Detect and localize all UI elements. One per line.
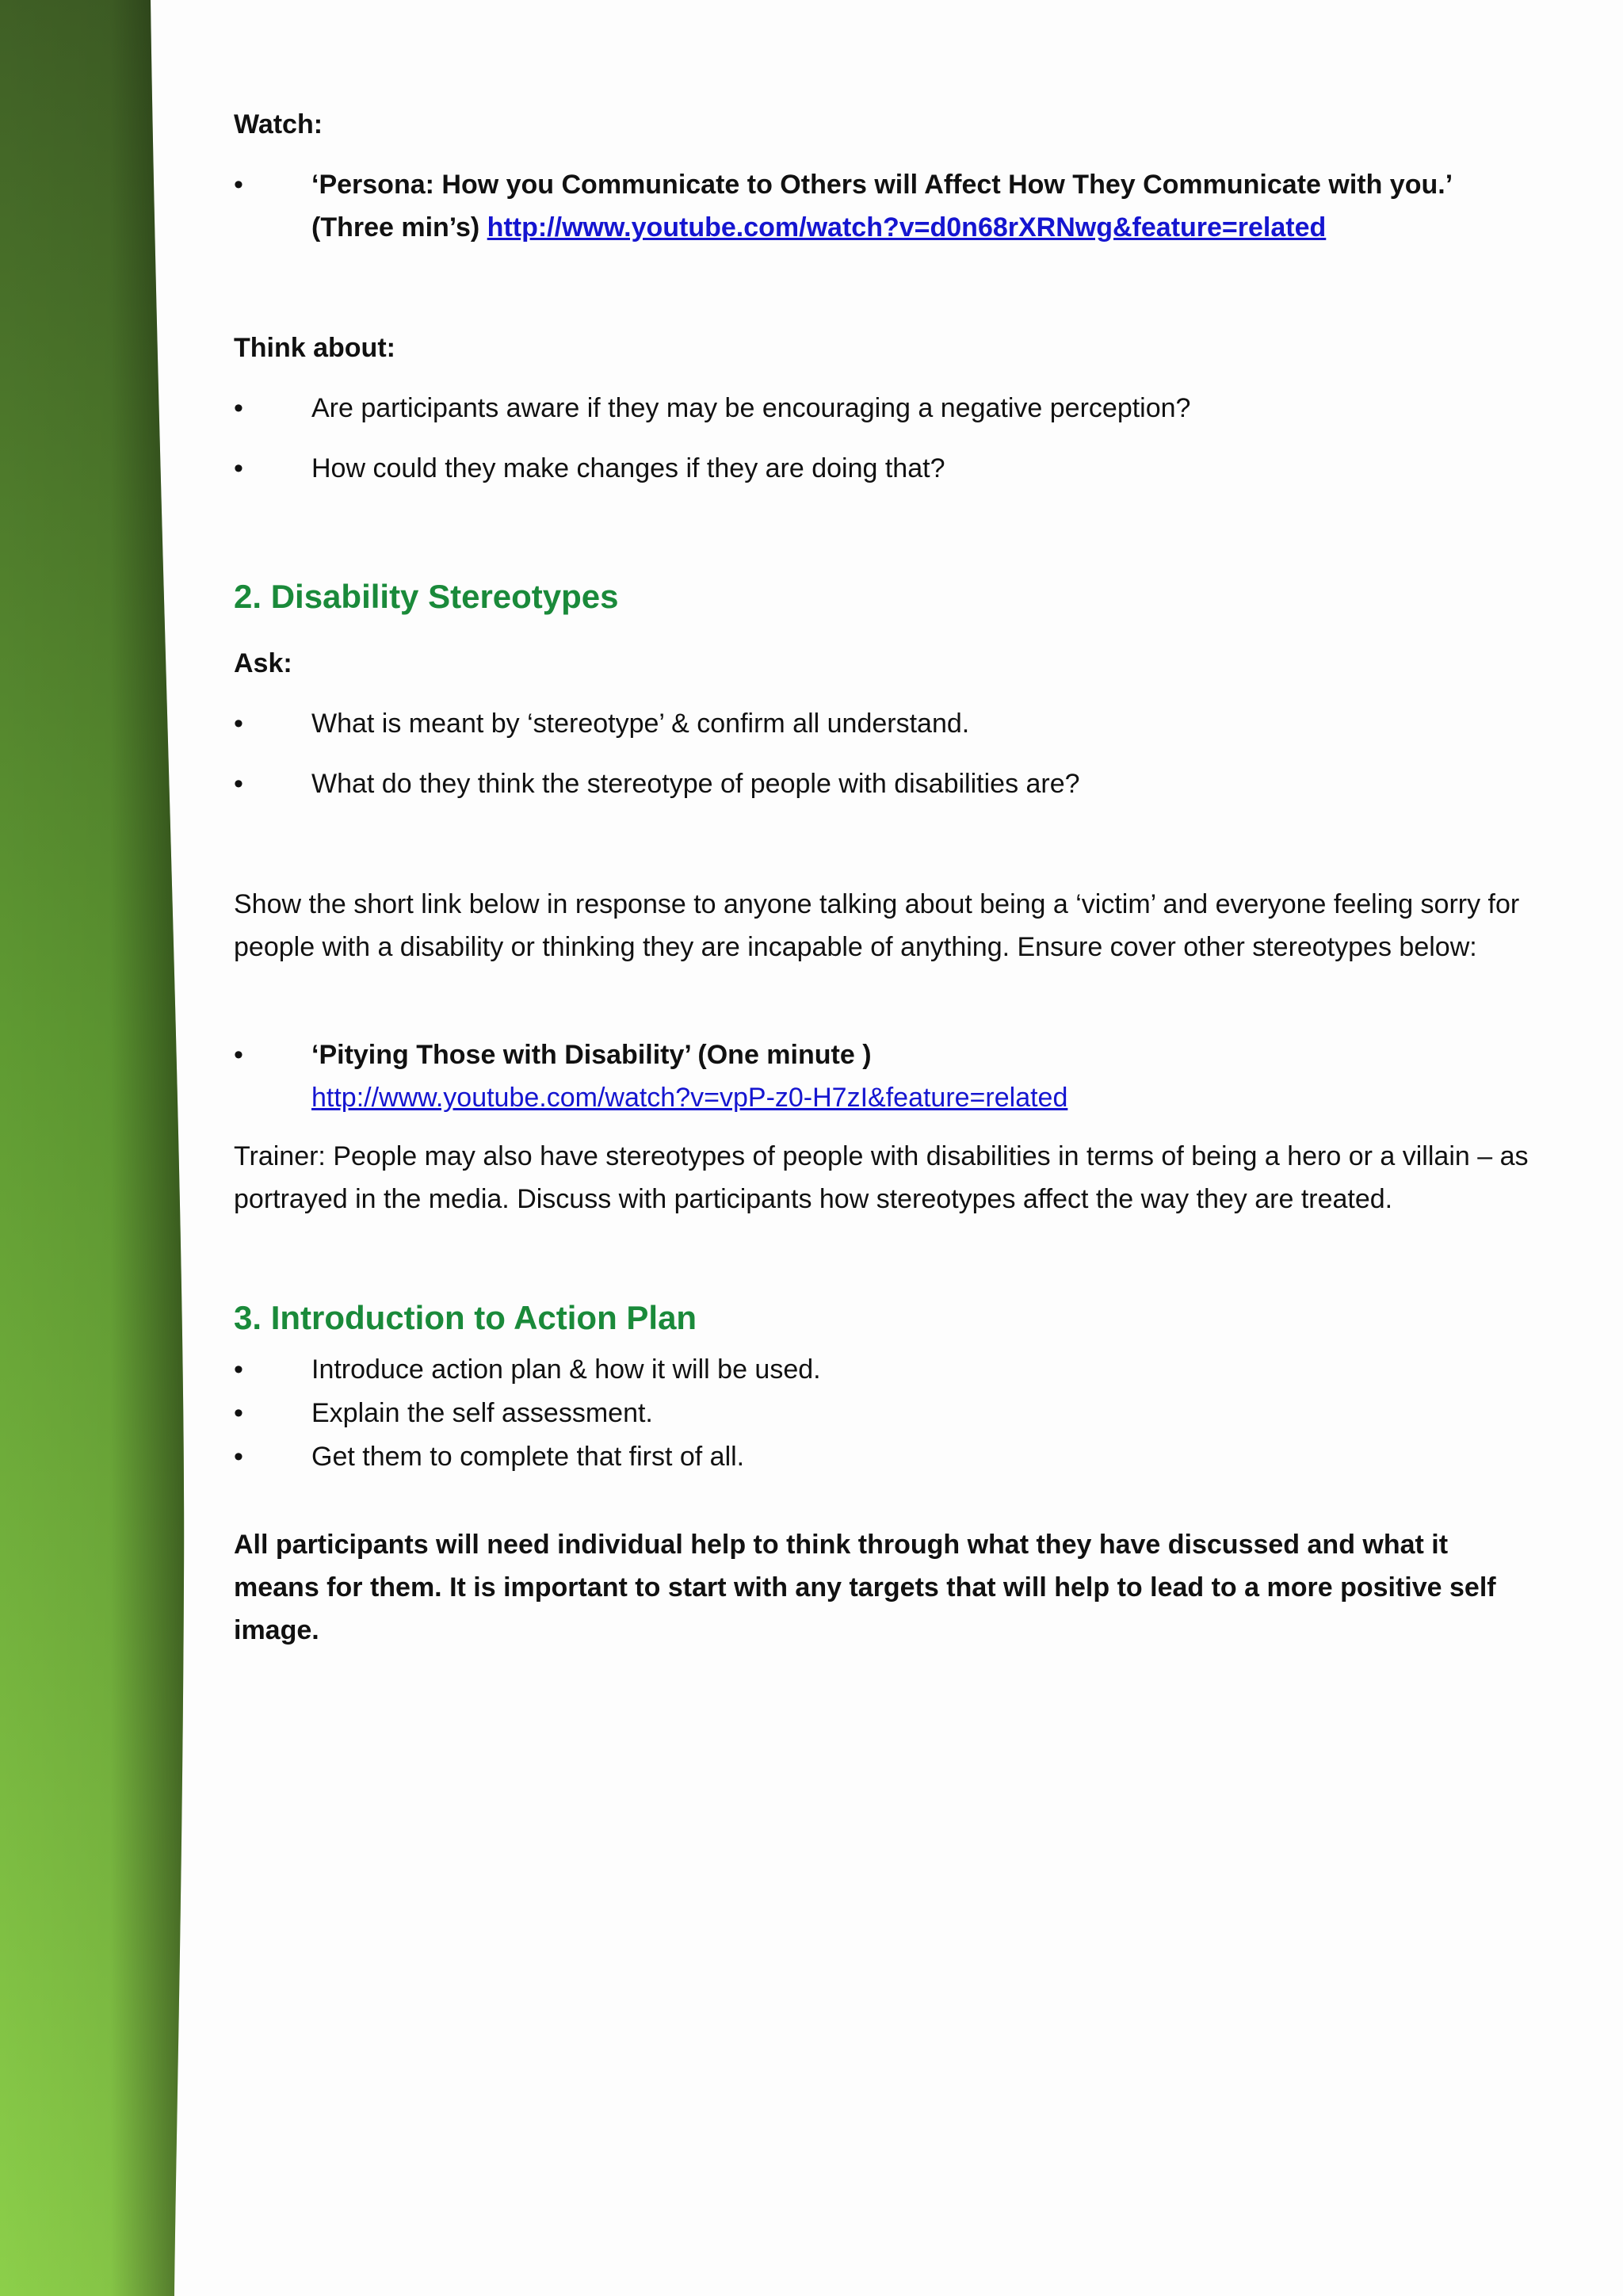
closing-paragraph: All participants will need individual help to think through what they have discussed and what it means for them. It is important to start with any targets that will help to lead to a more positive self image.	[234, 1530, 1496, 1645]
video-link[interactable]: http://www.youtube.com/watch?v=d0n68rXRNwg&feature=related	[487, 212, 1327, 243]
ask-label: Ask:	[234, 648, 292, 678]
bullet-icon: •	[234, 453, 243, 483]
list-item-text: What do they think the stereotype of people with disabilities are?	[311, 769, 1080, 799]
bullet-icon: •	[234, 769, 243, 799]
bullet-icon: •	[234, 709, 243, 739]
video-title: ‘Persona: How you Communicate to Others will Affect How They Communicate with you.’ (Three min’s)	[311, 170, 1452, 243]
list-item-text: Get them to complete that first of all.	[311, 1442, 745, 1472]
list-item-text: Are participants aware if they may be encouraging a negative perception?	[311, 393, 1191, 423]
video-link[interactable]: http://www.youtube.com/watch?v=vpP-z0-H7zI&feature=related	[311, 1083, 1068, 1113]
bullet-icon: •	[234, 1354, 243, 1385]
think-about-label: Think about:	[234, 333, 395, 363]
instruction-paragraph: Show the short link below in response to anyone talking about being a ‘victim’ and everyone feeling sorry for people with a disability or thinking they are incapable of anything. Ensure cover other stereotypes below:	[234, 889, 1520, 962]
list-item-text: Explain the self assessment.	[311, 1398, 653, 1428]
bullet-icon: •	[234, 393, 243, 423]
list-item-text: How could they make changes if they are doing that?	[311, 453, 945, 483]
section-heading-action-plan: 3. Introduction to Action Plan	[234, 1299, 697, 1336]
bullet-icon: •	[234, 1442, 243, 1472]
watch-label: Watch:	[234, 109, 323, 139]
list-item-text: Introduce action plan & how it will be used.	[311, 1354, 821, 1385]
bullet-icon: •	[234, 1040, 243, 1070]
video-title: ‘Pitying Those with Disability’ (One minute )	[311, 1040, 872, 1070]
trainer-paragraph: Trainer: People may also have stereotypes of people with disabilities in terms of being a hero or a villain – as portrayed in the media. Discuss with participants how stereotypes affect the way they are treated.	[234, 1141, 1529, 1214]
bullet-icon: •	[234, 170, 243, 200]
decorative-side-band	[0, 0, 190, 2296]
section-heading-disability-stereotypes: 2. Disability Stereotypes	[234, 578, 619, 615]
list-item-text: What is meant by ‘stereotype’ & confirm all understand.	[311, 709, 970, 739]
bullet-icon: •	[234, 1398, 243, 1428]
